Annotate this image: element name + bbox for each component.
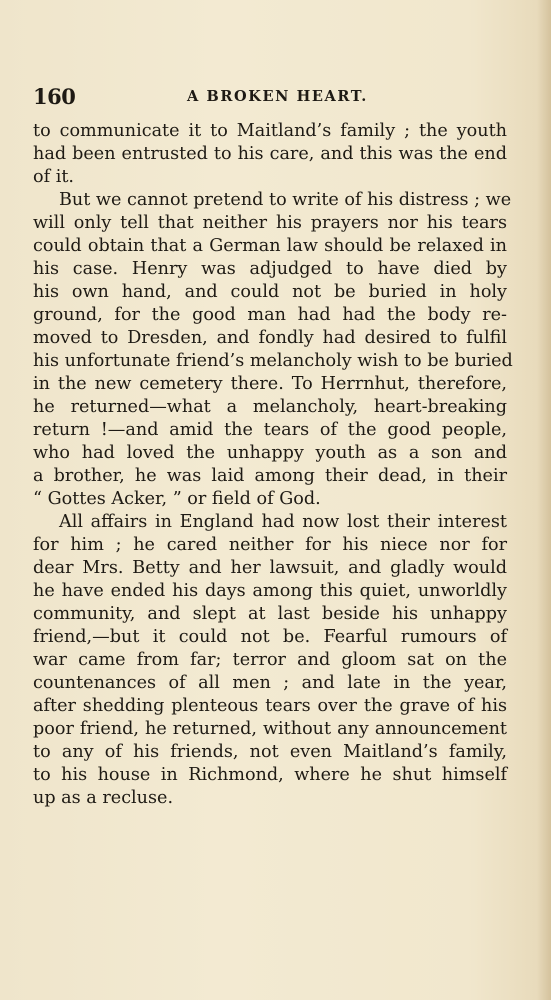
text-line: war came from far; terror and gloom sat on the — [33, 650, 507, 670]
text-line: a brother, he was laid among their dead, in their — [33, 466, 507, 486]
text-line: in the new cemetery there. To Herrnhut, therefore, — [33, 374, 507, 394]
page-number: 160 — [33, 84, 76, 109]
text-line: dear Mrs. Betty and her lawsuit, and gladly would — [33, 558, 507, 578]
text-line: moved to Dresden, and fondly had desired to fulfil — [33, 328, 507, 348]
text-line: his case. Henry was adjudged to have died by — [33, 259, 507, 279]
text-line: to communicate it to Maitland’s family ; the youth — [33, 121, 507, 141]
text-line: could obtain that a German law should be relaxed in — [33, 236, 507, 256]
page-edge-shadow — [537, 0, 551, 1000]
text-line: will only tell that neither his prayers nor his tears — [33, 213, 507, 233]
text-line: community, and slept at last beside his unhappy — [33, 604, 507, 624]
text-line: poor friend, he returned, without any announcement — [33, 719, 507, 739]
running-head: A BROKEN HEART. — [187, 88, 368, 105]
text-line: he returned—what a melancholy, heart-breaking — [33, 397, 507, 417]
text-line: countenances of all men ; and late in the year, — [33, 673, 507, 693]
page-header — [33, 84, 513, 108]
text-line: return !—and amid the tears of the good people, — [33, 420, 507, 440]
text-line: All affairs in England had now lost their interest — [59, 512, 507, 532]
text-line: ground, for the good man had had the body re- — [33, 305, 507, 325]
text-line: of it. — [33, 167, 74, 187]
text-line: he have ended his days among this quiet, unworldly — [33, 581, 507, 601]
text-line: after shedding plenteous tears over the grave of his — [33, 696, 507, 716]
text-line: had been entrusted to his care, and this was the end — [33, 144, 507, 164]
text-line: But we cannot pretend to write of his distress ; we — [59, 190, 512, 210]
text-line: to his house in Richmond, where he shut himself — [33, 765, 507, 785]
text-line: for him ; he cared neither for his niece nor for — [33, 535, 507, 555]
text-line: “ Gottes Acker, ” or field of God. — [33, 489, 321, 509]
text-line: who had loved the unhappy youth as a son and — [33, 443, 507, 463]
text-line: friend,—but it could not be. Fearful rumours of — [33, 627, 507, 647]
text-line: his unfortunate friend’s melancholy wish to be buried — [33, 351, 513, 371]
text-line: his own hand, and could not be buried in holy — [33, 282, 507, 302]
body-text — [33, 120, 513, 810]
text-line: to any of his friends, not even Maitland’s family, — [33, 742, 507, 762]
text-line: up as a recluse. — [33, 788, 174, 808]
